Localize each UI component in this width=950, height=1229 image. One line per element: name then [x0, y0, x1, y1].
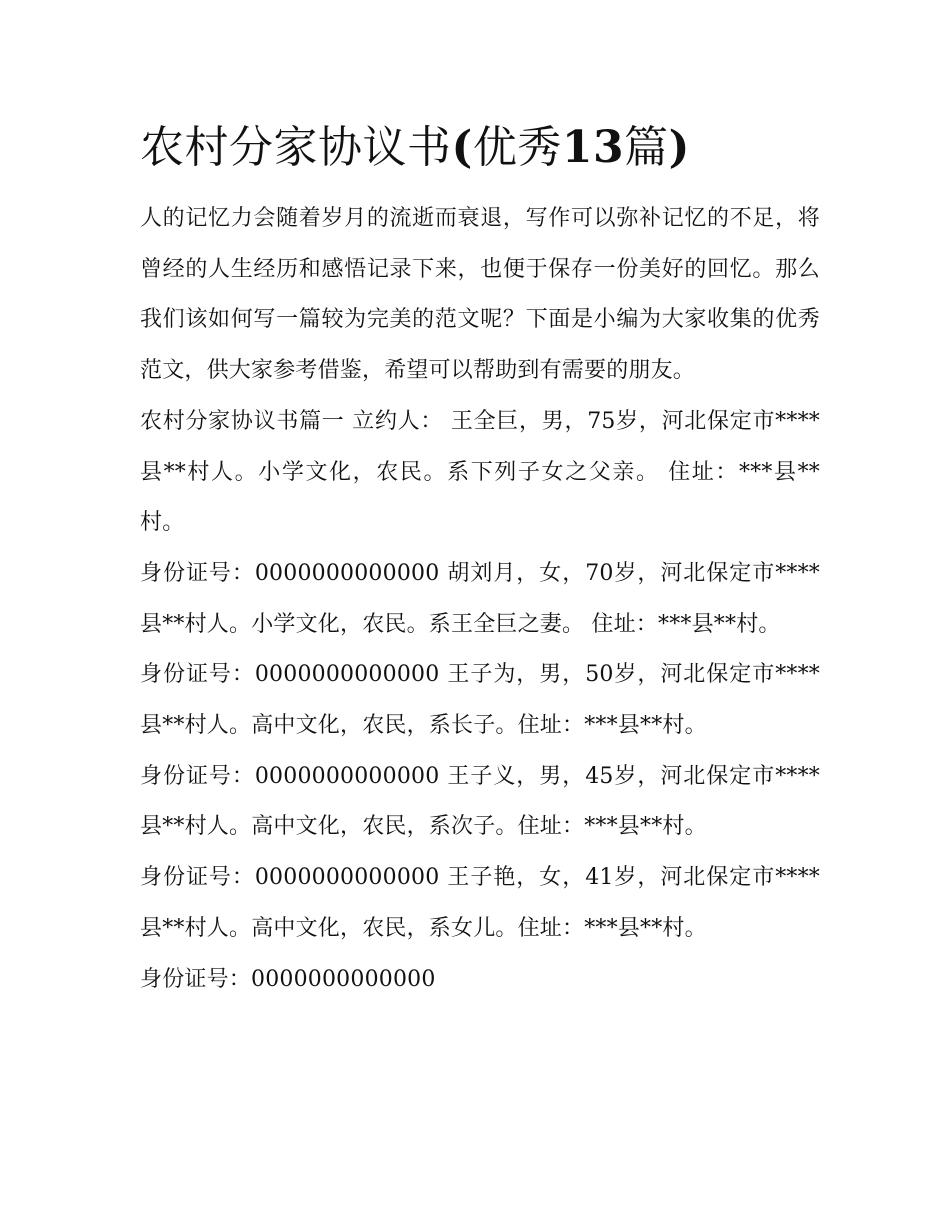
document-page	[140, 112, 820, 1005]
party-paragraph-2: 身份证号：0000000000000 胡刘月，女，70岁，河北保定市****县**村人。小学文化，农民。系王全巨之妻。 住址：***县**村。	[140, 560, 820, 637]
party-paragraph-1: 农村分家协议书篇一 立约人： 王全巨，男，75岁，河北保定市****县**村人。小学文化，农民。系下列子女之父亲。 住址：***县**村。	[140, 408, 820, 536]
title-count: 13	[561, 122, 625, 173]
party-paragraph-5: 身份证号：0000000000000 王子艳，女，41岁，河北保定市****县**村人。高中文化，农民，系女儿。住址：***县**村。	[140, 865, 820, 941]
title-close-paren: )	[668, 122, 690, 173]
party-paragraph-6: 身份证号：0000000000000	[140, 966, 436, 992]
title-open-paren: (	[451, 122, 473, 173]
document-title	[140, 112, 820, 184]
intro-paragraph: 人的记忆力会随着岁月的流逝而衰退，写作可以弥补记忆的不足，将曾经的人生经历和感悟记录下来，也便于保存一份美好的回忆。那么我们该如何写一篇较为完美的范文呢？下面是小编为大家收集的优秀范文，供大家参考借鉴，希望可以帮助到有需要的朋友。	[140, 206, 820, 384]
title-excellent: 优秀	[472, 122, 562, 173]
title-piece: 篇	[624, 122, 669, 173]
party-paragraph-4: 身份证号：0000000000000 王子义，男，45岁，河北保定市****县**村人。高中文化，农民，系次子。住址：***县**村。	[140, 763, 820, 840]
title-text: 农村分家协议书	[140, 122, 452, 173]
party-paragraph-3: 身份证号：0000000000000 王子为，男，50岁，河北保定市****县**村人。高中文化，农民，系长子。住址：***县**村。	[140, 662, 820, 739]
